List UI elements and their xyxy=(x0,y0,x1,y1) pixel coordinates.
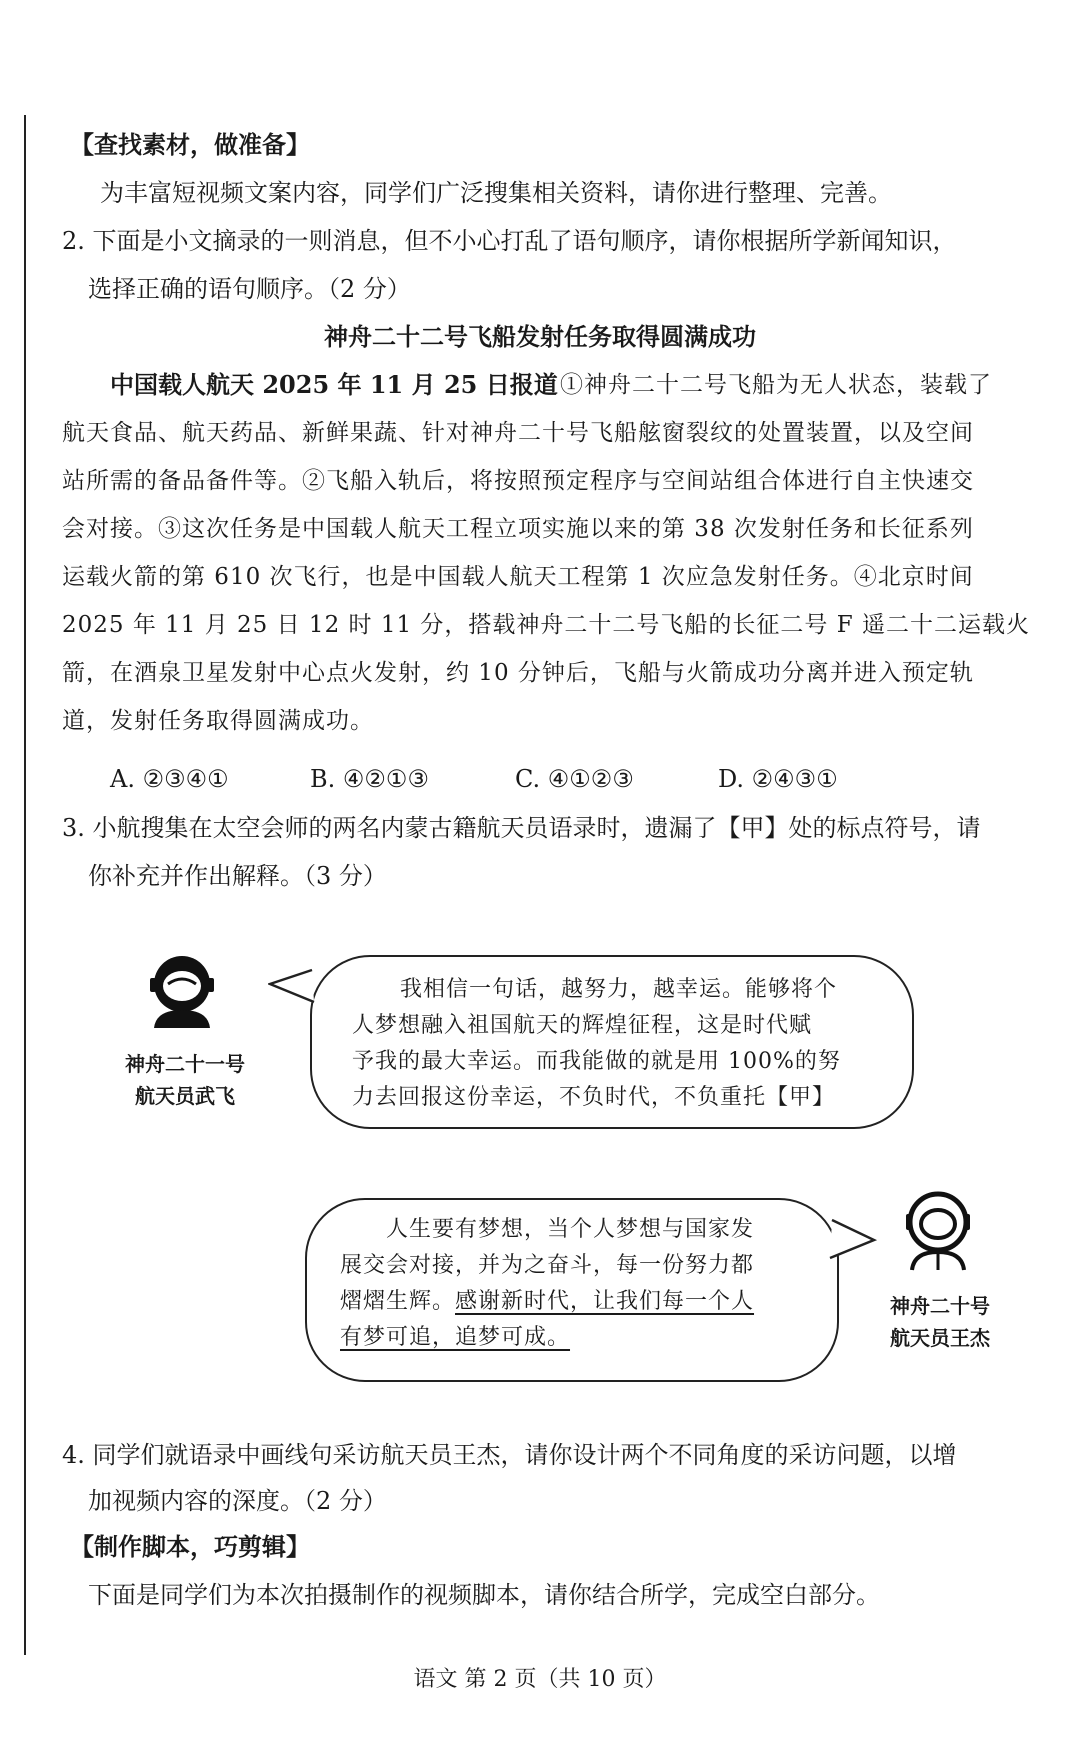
news-line: 2025 年 11 月 25 日 12 时 11 分，搭载神舟二十二号飞船的长征二号 F 遥二十二运载火 xyxy=(62,612,1030,638)
section-heading-materials: 【查找素材，做准备】 xyxy=(70,130,310,159)
news-line: 航天食品、航天药品、新鲜果蔬、针对神舟二十号飞船舷窗裂纹的处置装置，以及空间 xyxy=(62,420,974,446)
question-4-line2: 加视频内容的深度。（2 分） xyxy=(88,1487,387,1515)
news-line: 箭，在酒泉卫星发射中心点火发射，约 10 分钟后，飞船与火箭成功分离并进入预定轨 xyxy=(62,660,974,686)
news-lead: 中国载人航天 2025 年 11 月 25 日报道 xyxy=(110,370,558,399)
news-line: 站所需的备品备件等。②飞船入轨后，将按照预定程序与空间站组合体进行自主快速交 xyxy=(62,468,974,494)
news-line: ①神舟二十二号飞船为无人状态，装载了 xyxy=(560,372,992,398)
bubble-2-tail xyxy=(818,1212,878,1272)
speaker-2-name: 航天员王杰 xyxy=(890,1326,990,1350)
section-intro-script: 下面是同学们为本次拍摄制作的视频脚本，请你结合所学，完成空白部分。 xyxy=(88,1581,880,1609)
bubble-1-tail xyxy=(268,960,328,1020)
speaker-1-label xyxy=(100,1048,270,1112)
news-title: 神舟二十二号飞船发射任务取得圆满成功 xyxy=(324,322,756,351)
option-d[interactable]: D. ②④③① xyxy=(718,765,838,793)
question-4-line1: 4. 同学们就语录中画线句采访航天员王杰，请你设计两个不同角度的采访问题，以增 xyxy=(62,1441,957,1469)
quote-1-line: 力去回报这份幸运，不负时代，不负重托【甲】 xyxy=(352,1085,836,1110)
quote-2-text: 熠熠生辉。 xyxy=(340,1289,456,1314)
news-line: 道，发射任务取得圆满成功。 xyxy=(62,708,374,734)
astronaut-icon xyxy=(898,1188,978,1272)
quote-2-underlined-text: 感谢新时代，让我们每一个人 xyxy=(455,1289,755,1314)
quote-2-line xyxy=(340,1284,754,1320)
question-3-line2: 你补充并作出解释。（3 分） xyxy=(88,862,387,890)
question-3-line1: 3. 小航搜集在太空会师的两名内蒙古籍航天员语录时，遗漏了【甲】处的标点符号，请 xyxy=(62,814,981,842)
news-line: 会对接。③这次任务是中国载人航天工程立项实施以来的第 38 次发射任务和长征系列 xyxy=(62,516,974,542)
speaker-1-name: 航天员武飞 xyxy=(135,1084,235,1108)
answer-options xyxy=(110,765,870,795)
section-intro-materials: 为丰富短视频文案内容，同学们广泛搜集相关资料，请你进行整理、完善。 xyxy=(100,179,892,207)
quote-1-line: 人梦想融入祖国航天的辉煌征程，这是时代赋 xyxy=(352,1013,813,1038)
speaker-2-label xyxy=(855,1290,1025,1354)
quote-2-line: 人生要有梦想，当个人梦想与国家发 xyxy=(386,1217,755,1242)
quote-1-line: 予我的最大幸运。而我能做的就是用 100%的努 xyxy=(352,1049,841,1074)
speaker-2-mission: 神舟二十号 xyxy=(890,1294,990,1318)
option-b[interactable]: B. ④②①③ xyxy=(310,765,429,793)
option-a[interactable]: A. ②③④① xyxy=(110,765,229,793)
option-c[interactable]: C. ④①②③ xyxy=(515,765,634,793)
section-heading-script: 【制作脚本，巧剪辑】 xyxy=(70,1532,310,1561)
quote-2-line: 展交会对接，并为之奋斗，每一份努力都 xyxy=(340,1253,755,1278)
news-line: 运载火箭的第 610 次飞行，也是中国载人航天工程第 1 次应急发射任务。④北京时间 xyxy=(62,564,974,590)
astronaut-icon xyxy=(142,950,222,1030)
page-footer: 语文 第 2 页（共 10 页） xyxy=(413,1667,667,1692)
speaker-1-mission: 神舟二十一号 xyxy=(125,1052,245,1076)
question-2-line2: 选择正确的语句顺序。（2 分） xyxy=(88,275,411,303)
quote-2-underlined-text: 有梦可追，追梦可成。 xyxy=(340,1325,571,1350)
question-2-line1: 2. 下面是小文摘录的一则消息，但不小心打乱了语句顺序，请你根据所学新闻知识， xyxy=(62,227,957,255)
quote-1-line: 我相信一句话，越努力，越幸运。能够将个 xyxy=(400,977,838,1002)
